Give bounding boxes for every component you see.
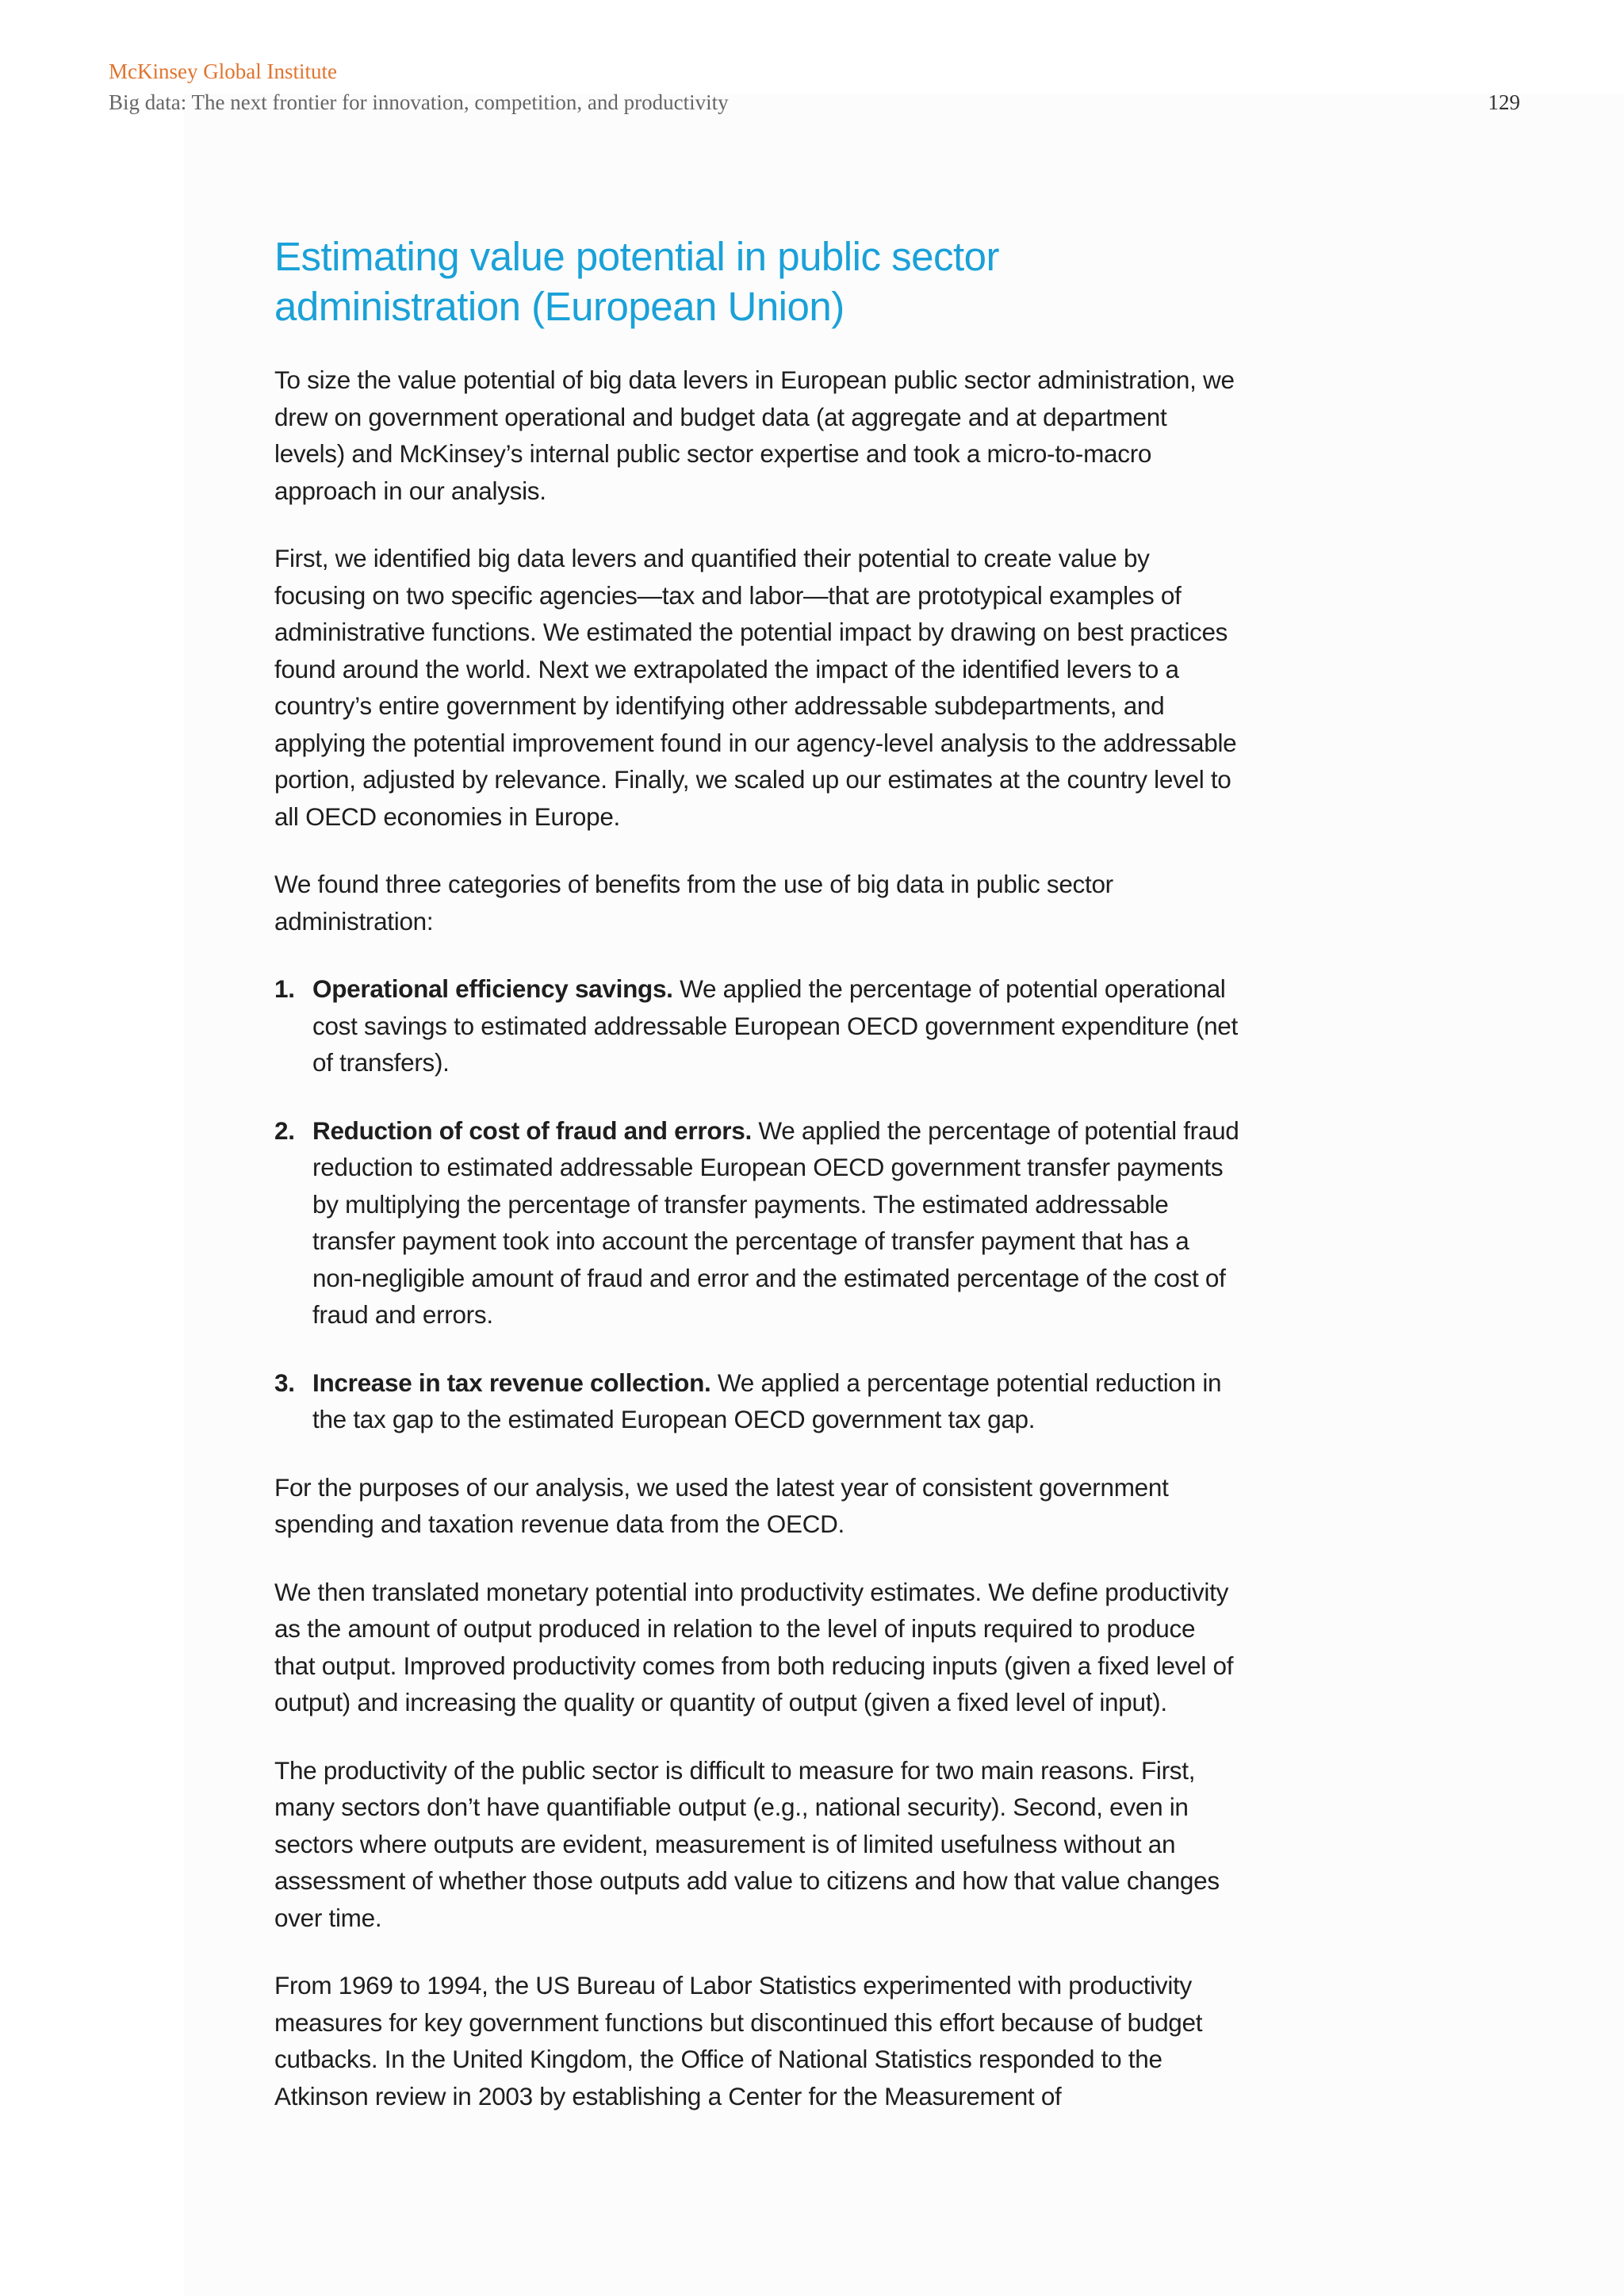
history-paragraph: From 1969 to 1994, the US Bureau of Labor Statistics experimented with productivity measures for key government functions but discontinued this effort because of budget cutbacks. In the United Kingdom, the Office of National Statistics responded to the Atkinson review in 2003 by establishing a Center for the Measurement of [274, 1971, 1203, 2110]
list-item [274, 970, 1242, 1081]
intro-paragraph: To size the value potential of big data levers in European public sector administration, we drew on government operational and budget data (at aggregate and at department levels) and McKinsey’s internal public sector expertise and took a micro-to-macro approach in our analysis. [274, 365, 1235, 505]
benefit-lead: Increase in tax revenue collection. [312, 1368, 711, 1397]
benefit-text: We applied the percentage of potential operational cost savings to estimated addressable European OECD government expenditure (net of transfers). [312, 974, 1238, 1077]
benefits-list [274, 970, 1242, 1438]
benefit-text: We applied the percentage of potential fraud reduction to estimated addressable European OECD government transfer payments by multiplying the percentage of transfer payments. The estimated addressable transfer payment took into account the percentage of transfer payment that has a non-negligible amount of fraud and error and the estimated percentage of the cost of fraud and errors. [312, 1115, 1239, 1329]
page-number: 129 [1488, 90, 1520, 114]
benefit-lead: Reduction of cost of fraud and errors. [312, 1115, 752, 1145]
categories-intro-paragraph: We found three categories of benefits from the use of big data in public sector administration: [274, 870, 1113, 936]
list-item [274, 1364, 1242, 1438]
report-subtitle: Big data: The next frontier for innovation, competition, and productivity [109, 90, 729, 114]
list-number: 3. [274, 1368, 295, 1397]
benefit-text: We applied a percentage potential reduction in the tax gap to the estimated European OECD government tax gap. [312, 1368, 1222, 1433]
page-header [109, 54, 1520, 116]
list-number: 2. [274, 1115, 295, 1145]
productivity-paragraph: We then translated monetary potential into productivity estimates. We define productivity as the amount of output produced in relation to the level of inputs required to produce that output. Improved productivity comes from both reducing inputs (given a fixed level of output) and increasing the quality or quantity of output (given a fixed level of input). [274, 1577, 1234, 1716]
list-item [274, 1112, 1242, 1334]
article-body [274, 232, 1242, 2145]
approach-paragraph: First, we identified big data levers and quantified their potential to create value by focusing on two specific agencies—tax and labor—that are prototypical examples of administrative functions. We estimated the potential impact by drawing on best practices found around the world. Next we extrapolated the impact of the identified levers to a country’s entire government by identifying other addressable subdepartments, and applying the potential improvement found in our agency-level analysis to the addressable portion, adjusted by relevance. Finally, we scaled up our estimates at the country level to all OECD economies in Europe. [274, 544, 1237, 831]
measurement-paragraph: The productivity of the public sector is difficult to measure for two main reasons. First, many sectors don’t have quantifiable output (e.g., national security). Second, even in sectors where outputs are evident, measurement is of limited usefulness without an assessment of whether those outputs add value to citizens and how that value changes over time. [274, 1755, 1220, 1932]
publisher-name: McKinsey Global Institute [109, 59, 337, 83]
section-title: Estimating value potential in public sector administration (European Union) [274, 234, 1000, 329]
data-source-paragraph: For the purposes of our analysis, we used the latest year of consistent government spending and taxation revenue data from the OECD. [274, 1472, 1169, 1538]
benefit-lead: Operational efficiency savings. [312, 974, 673, 1003]
list-number: 1. [274, 974, 295, 1003]
